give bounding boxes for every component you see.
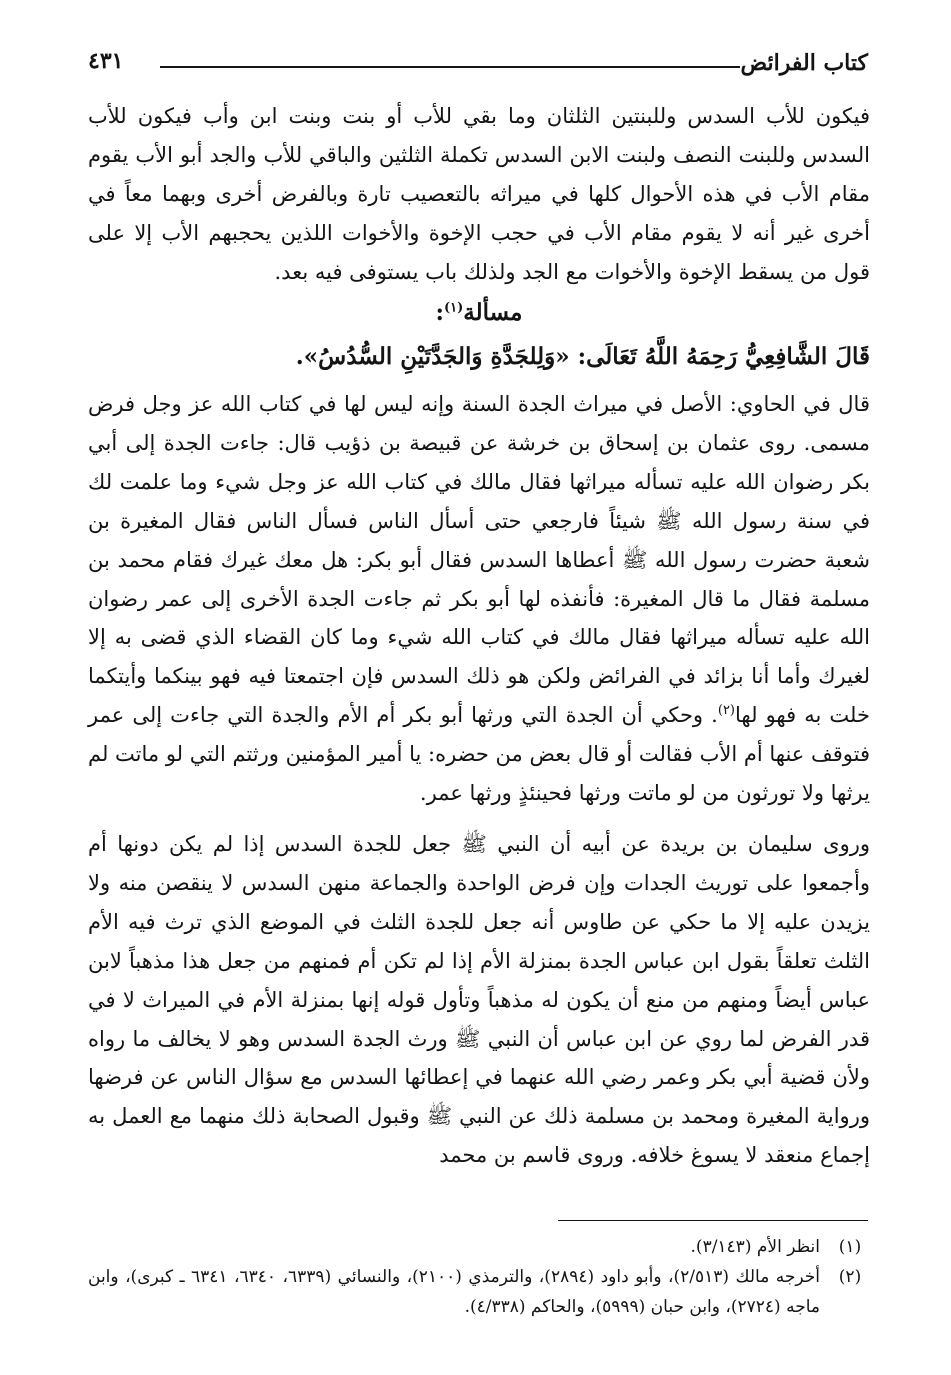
footnote-1-text: انظر الأم (٣/١٤٣). (690, 1237, 820, 1257)
main-paragraph-part2: . وحكي أن الجدة التي ورثها أبو بكر أم الأم والجدة التي جاءت إلى عمر فتوقف عنها أم الأب فقالت أو قال بعض من حضره: يا أمير المؤمنين ورثتم التي لو ماتت لم يرثها ولا تورثون من لو ماتت ورثها فحينئذٍ ورثها عمر. (87, 703, 870, 806)
footnote-ref-1[interactable]: (١) (444, 300, 464, 316)
main-paragraph (88, 385, 870, 813)
footnote-rule (558, 1220, 868, 1221)
running-title: كتاب الفرائض (740, 50, 868, 76)
footnotes (88, 1232, 870, 1322)
footnote-2-number: (٢) (838, 1267, 862, 1287)
main-paragraph-part1: قال في الحاوي: الأصل في ميراث الجدة السنة وإنه ليس لها في كتاب الله عز وجل فرض مسمى. روى عثمان بن إسحاق بن خرشة عن قبيصة بن ذؤيب قال: جاءت الجدة إلى أبي بكر رضوان الله عليه تسأله ميراثها فقال مالك في كتاب الله عز وجل شيء وما علمت لك في سنة رسول الله ﷺ شيئاً فارجعي حتى أسأل الناس فسأل الناس فقال المغيرة بن شعبة حضرت رسول الله ﷺ أعطاها السدس فقال أبو بكر: هل معك غيرك فقام محمد بن مسلمة فقال ما قال المغيرة: فأنفذه لها أبو بكر ثم جاءت الجدة الأخرى إلى عمر رضوان الله عليه تسأله ميراثها فقال مالك في كتاب الله شيء وما كان القضاء الذي قضى به إلا لغيرك وأما أنا بزائد في الفرائض ولكن هو ذلك السدس فإن اجتمعتا فيه فهو بينكما وأيتكما خلت به فهو لها (88, 392, 870, 728)
third-paragraph: وروى سليمان بن بريدة عن أبيه أن النبي ﷺ جعل للجدة السدس إذا لم يكن دونها أم وأجمعوا على توريث الجدات وإن فرض الواحدة والجماعة منهن السدس لا ينقصن منه ولا يزيدن عليه إلا ما حكي عن طاوس أنه جعل للجدة الثلث في الموضع الذي ترث فيه الأم الثلث تعلقاً بقول ابن عباس الجدة بمنزلة الأم إذا لم تكن أم فمنهم من جعل هذا مذهباً لابن عباس أيضاً ومنهم من منع أن يكون له مذهباً وتأول قوله إنها بمنزلة الأم في الميراث لا في قدر الفرض لما روي عن ابن عباس أن النبي ﷺ ورث الجدة السدس وهو لا يخالف ما رواه ولأن قضية أبي بكر وعمر رضي الله عنهما في إعطائها السدس مع سؤال الناس عن فرضها ورواية المغيرة ومحمد بن مسلمة ذلك عن النبي ﷺ وقبول الصحابة ذلك منهما مع العمل به إجماع منعقد لا يسوغ خلافه. وروى قاسم بن محمد (88, 832, 870, 1168)
header-rule (160, 66, 740, 68)
issue-heading-text: مسألة (463, 299, 523, 326)
intro-paragraph: فيكون للأب السدس وللبنتين الثلثان وما بقي للأب أو بنت وبنت ابن وأب فيكون للأب السدس وللبنت النصف ولبنت الابن السدس تكملة الثلثين والباقي للأب والجد أبو الأب يقوم مقام الأب في هذه الأحوال كلها في ميراثه بالتعصيب تارة وبالفرض أخرى وبهما معاً في أخرى غير أنه لا يقوم مقام الأب في حجب الإخوة والأخوات اللذين يحجبهم الأب إلا على قول من يسقط الإخوة والأخوات مع الجد ولذلك باب يستوفى فيه بعد. (88, 104, 870, 284)
page-number: ٤٣١ (88, 48, 124, 74)
issue-heading-colon: : (435, 299, 444, 326)
page-header (88, 42, 868, 92)
issue-heading (88, 296, 870, 330)
footnote-1 (88, 1232, 870, 1262)
footnote-2 (88, 1262, 870, 1322)
footnote-2-text: أخرجه مالك (٢/٥١٣)، وأبو داود (٢٨٩٤)، والترمذي (٢١٠٠)، والنسائي (٦٣٣٩، ٦٣٤٠، ٦٣٤١ ـ كبرى)، وابن ماجه (٢٧٢٤)، وابن حبان (٥٩٩٩)، والحاكم (٤/٣٣٨). (88, 1267, 821, 1317)
footnote-1-number: (١) (838, 1237, 862, 1257)
shafii-quote: قَالَ الشَّافِعِيُّ رَحِمَهُ اللَّهُ تَعَالَى: «وَلِلجَدَّةِ وَالجَدَّتَيْنِ السُّدُسُ». (295, 343, 870, 370)
footnote-ref-2[interactable]: (٢) (717, 703, 735, 719)
